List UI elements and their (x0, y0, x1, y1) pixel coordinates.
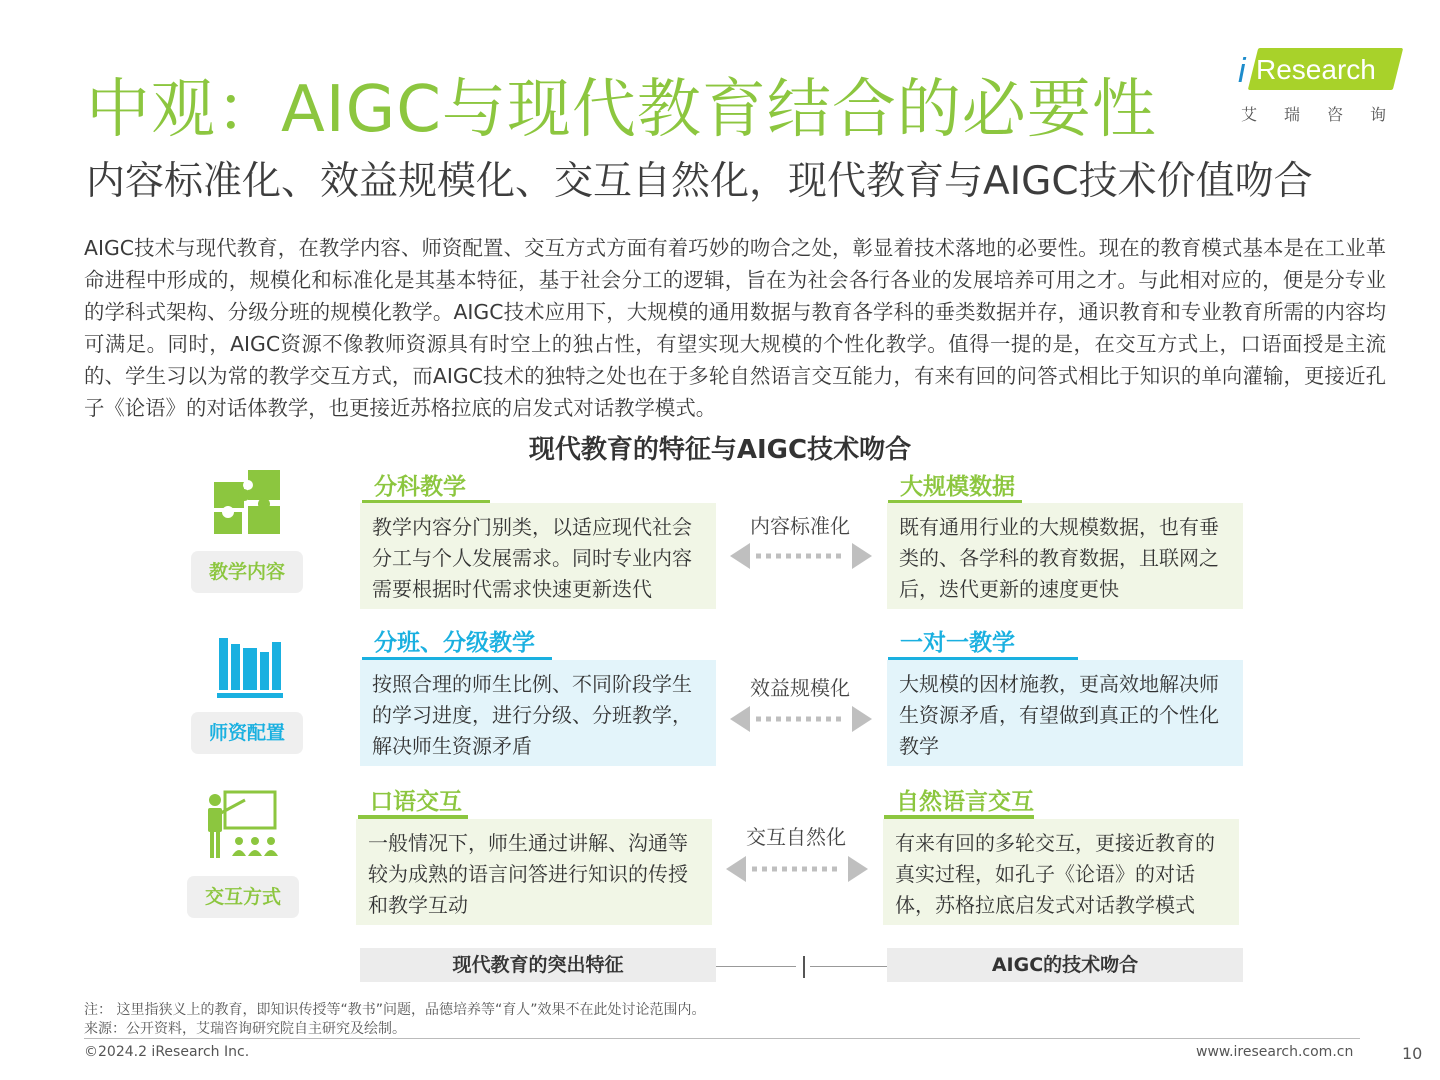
block-title-class-teaching: 分班、分级教学 (374, 630, 535, 656)
mid-label-standardization: 内容标准化 (750, 514, 850, 538)
block-body-class-teaching: 按照合理的师生比例、不同阶段学生的学习进度，进行分级、分班教学，解决师生资源矛盾 (360, 660, 716, 766)
footer-copyright: ©2024.2 iResearch Inc. (84, 1044, 250, 1060)
bottom-connector-line (716, 966, 796, 967)
block-body-natural-language: 有来有回的多轮交互，更接近教育的真实过程，如孔子《论语》的对话体，苏格拉底启发式对话教学模式 (883, 819, 1239, 925)
double-arrow-icon (728, 540, 874, 572)
footer-divider (84, 1038, 1360, 1039)
block-title-one-on-one: 一对一教学 (900, 630, 1015, 656)
block-body-subject-teaching: 教学内容分门别类，以适应现代社会分工与个人发展需求。同时专业内容需要根据时代需求快速更新迭代 (360, 503, 716, 609)
category-label-content: 教学内容 (191, 551, 303, 593)
category-label-staffing: 师资配置 (191, 712, 303, 754)
mid-label-naturalization: 交互自然化 (746, 825, 846, 849)
diagram-title: 现代教育的特征与AIGC技术吻合 (528, 435, 912, 465)
block-body-large-data: 既有通用行业的大规模数据，也有垂类的、各学科的教育数据，且联网之后，迭代更新的速度更快 (887, 503, 1243, 609)
block-title-large-data: 大规模数据 (900, 474, 1015, 500)
intro-paragraph: AIGC技术与现代教育，在教学内容、师资配置、交互方式方面有着巧妙的吻合之处，彰显着技术落地的必要性。现在的教育模式基本是在工业革命进程中形成的，规模化和标准化是其基本特征，基于社会分工的逻辑，旨在为社会各行各业的发展培养可用之才。与此相对应的，便是分专业的学科式架构、分级分班的规模化教学。AIGC技术应用下，大规模的通用数据与教育各学科的垂类数据并存，通识教育和专业教育所需的内容均可满足。同时，AIGC资源不像教师资源具有时空上的独占性，有望实现大规模的个性化教学。值得一提的是，在交互方式上，口语面授是主流的、学生习以为常的教学交互方式，而AIGC技术的独特之处也在于多轮自然语言交互能力，有来有回的问答式相比于知识的单向灌输，更接近孔子《论语》的对话体教学，也更接近苏格拉底的启发式对话教学模式。 (84, 236, 1386, 420)
page-number: 10 (1402, 1044, 1423, 1063)
logo-i: i (1238, 52, 1246, 90)
logo-text: Research (1256, 54, 1376, 85)
puzzle-icon (212, 468, 284, 536)
category-label-interaction: 交互方式 (187, 876, 299, 918)
block-body-one-on-one: 大规模的因材施教，更高效地解决师生资源矛盾，有望做到真正的个性化教学 (887, 660, 1243, 766)
page-title: 中观：AIGC与现代教育结合的必要性 (86, 73, 1157, 147)
double-arrow-icon (724, 853, 870, 885)
block-title-natural-language: 自然语言交互 (896, 789, 1034, 815)
note-text: 注： 这里指狭义上的教育，即知识传授等“教书”问题，品德培养等“育人”效果不在此处讨论范围内。 (84, 1002, 706, 1018)
block-title-subject-teaching: 分科教学 (374, 474, 466, 500)
bottom-connector-tick (803, 956, 805, 978)
iresearch-logo (1238, 46, 1414, 126)
teacher-icon (203, 788, 285, 860)
page-subtitle: 内容标准化、效益规模化、交互自然化，现代教育与AIGC技术价值吻合 (86, 159, 1313, 204)
double-arrow-icon (728, 703, 874, 735)
bottom-label-aigc-fit: AIGC的技术吻合 (887, 948, 1243, 982)
block-title-oral-interaction: 口语交互 (370, 789, 462, 815)
source-text: 来源：公开资料，艾瑞咨询研究院自主研究及绘制。 (84, 1021, 406, 1037)
block-body-oral-interaction: 一般情况下，师生通过讲解、沟通等较为成熟的语言问答进行知识的传授和教学互动 (356, 819, 712, 925)
bottom-label-modern-education: 现代教育的突出特征 (360, 948, 716, 982)
footer-url[interactable]: www.iresearch.com.cn (1196, 1044, 1354, 1060)
books-icon (217, 636, 283, 698)
logo-cn: 艾瑞咨询 (1241, 105, 1414, 124)
mid-label-scale: 效益规模化 (750, 676, 850, 700)
bottom-connector-line (810, 966, 887, 967)
